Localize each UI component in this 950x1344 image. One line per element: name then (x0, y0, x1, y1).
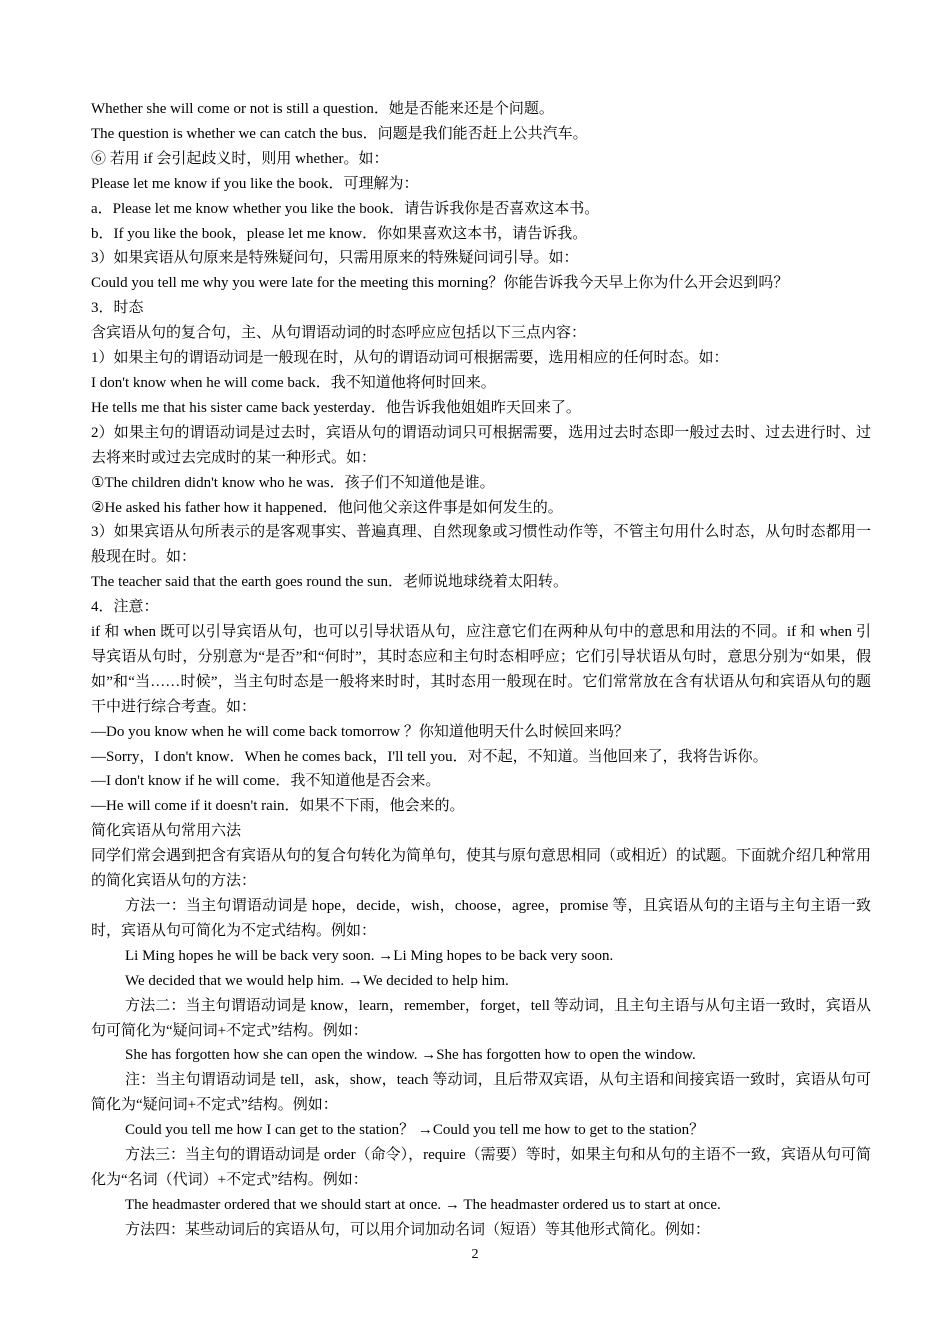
section-heading: 简化宾语从句常用六法 (91, 823, 242, 840)
text-line: Whether she will come or not is still a question．她是否能来还是个问题。 (91, 101, 554, 117)
text-line: ⑥ 若用 if 会引起歧义时，则用 whether。如： (91, 150, 389, 167)
section-heading: 4．注意： (91, 599, 159, 616)
example-line: The headmaster ordered that we should start at once. → The headmaster ordered us to start at once. (125, 1196, 721, 1213)
paragraph: 3）如果宾语从句所表示的是客观事实、普遍真理、自然现象或习惯性动作等，不管主句用什么时态，从句时态都用一般现在时。如： (91, 524, 871, 566)
dialogue-line: —Sorry，I don't know．When he comes back，I'll tell you．对不起，不知道。当他回来了，我将告诉你。 (91, 748, 768, 765)
text-line: 含宾语从句的复合句，主、从句谓语动词的时态呼应应包括以下三点内容： (91, 325, 587, 342)
method-paragraph: 方法三：当主句的谓语动词是 order（命令），require（需要）等时，如果主句和从句的主语不一致，宾语从句可简化为“名词（代词）+不定式”结构。例如： (91, 1147, 871, 1188)
paragraph: 2）如果主句的谓语动词是过去时，宾语从句的谓语动词只可根据需要，选用过去时态即一般过去时、过去进行时、过去将来时或过去完成时的某一种形式。如： (91, 424, 871, 466)
example-line: Li Ming hopes he will be back very soon. →Li Ming hopes to be back very soon. (125, 947, 614, 964)
dialogue-line: —Do you know when he will come back tomorrow ？你知道他明天什么时候回来吗？ (91, 723, 629, 740)
text-line: a．Please let me know whether you like the book．请告诉我你是否喜欢这本书。 (91, 200, 600, 217)
method-paragraph: 方法四：某些动词后的宾语从句，可以用介词加动名词（短语）等其他形式简化。例如： (125, 1221, 711, 1238)
dialogue-line: —He will come if it doesn't rain．如果不下雨，他会来的。 (91, 798, 465, 815)
text-line: 3）如果宾语从句原来是特殊疑问句，只需用原来的特殊疑问词引导。如： (91, 250, 579, 267)
example-line: Could you tell me how I can get to the station？ →Could you tell me how to get to the station？ (125, 1122, 705, 1139)
text-line: Please let me know if you like the book．可理解为： (91, 175, 419, 192)
method-paragraph: 方法二：当主句谓语动词是 know，learn，remember，forget，tell 等动词，且主句主语与从句主语一致时，宾语从句可简化为“疑问词+不定式”结构。例如： (91, 997, 871, 1039)
dialogue-line: —I don't know if he will come．我不知道他是否会来。 (91, 773, 441, 790)
text-line: The question is whether we can catch the bus．问题是我们能否赶上公共汽车。 (91, 125, 588, 142)
paragraph: 同学们常会遇到把含有宾语从句的复合句转化为简单句，使其与原句意思相同（或相近）的试题。下面就介绍几种常用的简化宾语从句的方法： (91, 848, 872, 890)
text-line: 1）如果主句的谓语动词是一般现在时，从句的谓语动词可根据需要，选用相应的任何时态。如： (91, 350, 729, 367)
method-paragraph: 方法一：当主句谓语动词是 hope，decide，wish，choose，agree，promise 等，且宾语从句的主语与主句主语一致时，宾语从句可简化为不定式结构。例如： (91, 898, 871, 939)
text-line: ①The children didn't know who he was．孩子们不知道他是谁。 (91, 474, 495, 491)
note-paragraph: 注：当主句谓语动词是 tell，ask，show，teach 等动词，且后带双宾语，从句主语和间接宾语一致时，宾语从句可简化为“疑问词+不定式”结构。例如： (91, 1072, 871, 1114)
text-line: b．If you like the book，please let me know．你如果喜欢这本书，请告诉我。 (91, 225, 588, 242)
text-line: ②He asked his father how it happened．他问他父亲这件事是如何发生的。 (91, 499, 563, 516)
text-line: He tells me that his sister came back yesterday．他告诉我他姐姐昨天回来了。 (91, 399, 581, 416)
text-line: I don't know when he will come back．我不知道他将何时回来。 (91, 374, 496, 391)
paragraph: if 和 when 既可以引导宾语从句，也可以引导状语从句，应注意它们在两种从句中的意思和用法的不同。if 和 when 引导宾语从句时，分别意为“是否”和“何时”，其时态应和主句时态相呼应；它们引导状语从句时，意思分别为“如果，假如”和“当……时候”，当主句时态是一般将来时时，其时态用一般现在时。它们常常放在含有状语从句和宾语从句的题干中进行综合考查。如： (91, 624, 871, 715)
document-body (91, 97, 871, 1243)
text-line: The teacher said that the earth goes round the sun．老师说地球绕着太阳转。 (91, 574, 568, 591)
example-line: She has forgotten how she can open the window. →She has forgotten how to open the window. (125, 1047, 696, 1064)
example-line: We decided that we would help him. →We decided to help him. (125, 972, 509, 989)
page-number: 2 (471, 1247, 479, 1262)
section-heading: 3．时态 (91, 300, 144, 317)
text-line: Could you tell me why you were late for the meeting this morning？你能告诉我今天早上你为什么开会迟到吗？ (91, 275, 789, 292)
